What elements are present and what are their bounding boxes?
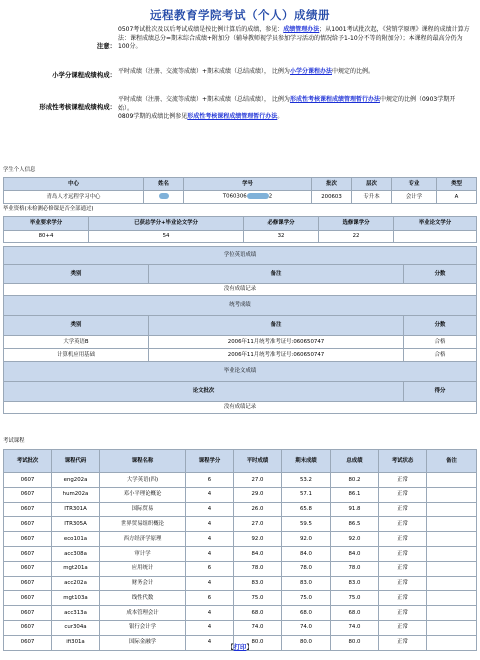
courses-label: 考试课程: [3, 438, 25, 444]
student-header-row: [4, 178, 477, 191]
graduation-row: [4, 231, 477, 243]
course-note: [427, 576, 477, 591]
unified-exam-col-score: 分数: [404, 316, 477, 336]
course-note: [427, 606, 477, 621]
col-total-score: 总成绩: [331, 450, 379, 473]
note-formative-label: 形成性考核课程成绩构成：: [39, 103, 116, 111]
col-elective-credits: 选修课学分: [319, 217, 394, 231]
course-total: 80.0: [331, 635, 379, 650]
course-code: acc308a: [52, 546, 100, 561]
course-final: 53.2: [282, 473, 331, 488]
course-row: [4, 606, 477, 621]
student-major: 会计学: [392, 191, 437, 204]
course-credit: 4: [186, 606, 234, 621]
course-note: [427, 546, 477, 561]
course-final: 80.0: [282, 635, 331, 650]
course-credit: 4: [186, 502, 234, 517]
course-usual: 68.0: [234, 606, 282, 621]
course-note: [427, 591, 477, 606]
course-note: [427, 487, 477, 502]
course-status: 正常: [379, 487, 427, 502]
col-usual-score: 平时成绩: [234, 450, 282, 473]
course-final: 75.0: [282, 591, 331, 606]
course-code: mgt103a: [52, 591, 100, 606]
course-credit: 6: [186, 473, 234, 488]
col-final-score: 期末成绩: [282, 450, 331, 473]
course-code: ITR301A: [52, 502, 100, 517]
course-total: 91.8: [331, 502, 379, 517]
course-code: ifi301a: [52, 635, 100, 650]
exam-records-table: [3, 246, 477, 414]
course-row: [4, 561, 477, 576]
course-batch: 0607: [4, 606, 52, 621]
student-type: A: [437, 191, 477, 204]
course-batch: 0607: [4, 561, 52, 576]
course-note: [427, 620, 477, 635]
course-total: 80.2: [331, 473, 379, 488]
note-small-credit-text: 平时成绩（注册、交流等成绩）+期末成绩（总结成绩）， 比例为小学分课程办法中规定的比例。: [118, 68, 374, 75]
student-name: [144, 191, 184, 204]
course-note: [427, 561, 477, 576]
course-batch: 0607: [4, 473, 52, 488]
degree-english-empty: 没有成绩记录: [4, 284, 477, 296]
course-status: 正常: [379, 561, 427, 576]
course-total: 75.0: [331, 591, 379, 606]
course-total: 83.0: [331, 576, 379, 591]
course-row: [4, 546, 477, 561]
course-code: eco101a: [52, 532, 100, 547]
course-usual: 27.0: [234, 473, 282, 488]
course-batch: 0607: [4, 502, 52, 517]
course-batch: 0607: [4, 546, 52, 561]
course-total: 86.1: [331, 487, 379, 502]
unified-exam-row: [4, 349, 477, 362]
unified-exam-note: 2006年11月统考准考证号:060650747: [149, 349, 404, 362]
degree-english-col-score: 分数: [404, 265, 477, 284]
thesis-title-row: [4, 362, 477, 382]
course-final: 92.0: [282, 532, 331, 547]
redacted-id-mark: [247, 193, 269, 199]
course-status: 正常: [379, 546, 427, 561]
unified-exam-score: 合格: [404, 336, 477, 349]
course-usual: 84.0: [234, 546, 282, 561]
student-row: [4, 191, 477, 204]
course-credit: 4: [186, 620, 234, 635]
course-status: 正常: [379, 532, 427, 547]
note-formative-text: 平时成绩（注册、交流等成绩）+期末成绩（总结成绩）， 比例为形成性考核课程成绩管理暂行办法中规定的比例（0903学期开始）。 0809学期的成绩比例参见形成性考核课程成绩管理暂行办法。: [118, 96, 456, 121]
col-center: 中心: [4, 178, 144, 191]
col-course-name: 课程名称: [100, 450, 186, 473]
print-link[interactable]: 打印: [233, 643, 247, 651]
course-name: 财务会计: [100, 576, 186, 591]
course-usual: 92.0: [234, 532, 282, 547]
col-type: 类型: [437, 178, 477, 191]
thesis-title: 毕业论文成绩: [4, 362, 477, 382]
course-batch: 0607: [4, 635, 52, 650]
col-compulsory-credits: 必修课学分: [244, 217, 319, 231]
course-credit: 4: [186, 487, 234, 502]
courses-table: [3, 449, 477, 651]
courses-header-row: [4, 450, 477, 473]
course-code: eng202a: [52, 473, 100, 488]
course-code: acc313a: [52, 606, 100, 621]
col-remark: 备注: [427, 450, 477, 473]
graduation-table: [3, 216, 477, 243]
earned-credits: 54: [89, 231, 244, 243]
unified-exam-header-row: [4, 316, 477, 336]
course-total: 92.0: [331, 532, 379, 547]
degree-english-title-row: [4, 247, 477, 265]
student-batch: 200603: [312, 191, 352, 204]
course-name: 线性代数: [100, 591, 186, 606]
course-status: 正常: [379, 606, 427, 621]
compulsory-credits: 32: [244, 231, 319, 243]
course-final: 57.1: [282, 487, 331, 502]
col-thesis-credits: 毕业论文学分: [394, 217, 477, 231]
course-name: 成本管理会计: [100, 606, 186, 621]
unified-exam-category: 计算机应用基础: [4, 349, 149, 362]
course-usual: 27.0: [234, 517, 282, 532]
student-level: 专升本: [352, 191, 392, 204]
degree-english-empty-row: [4, 284, 477, 296]
grade-policy-link[interactable]: 成绩管理办法: [283, 26, 320, 33]
course-row: [4, 576, 477, 591]
course-name: 邓小平理论概论: [100, 487, 186, 502]
formative-policy-link-2[interactable]: 形成性考核课程成绩管理暂行办法: [187, 113, 278, 121]
course-batch: 0607: [4, 576, 52, 591]
course-final: 78.0: [282, 561, 331, 576]
course-batch: 0607: [4, 517, 52, 532]
degree-english-col-category: 类别: [4, 265, 149, 284]
course-status: 正常: [379, 635, 427, 650]
course-final: 74.0: [282, 620, 331, 635]
course-row: [4, 517, 477, 532]
degree-english-title: 学位英语成绩: [4, 247, 477, 265]
course-status: 正常: [379, 517, 427, 532]
col-batch: 批次: [312, 178, 352, 191]
course-total: 84.0: [331, 546, 379, 561]
course-credit: 4: [186, 635, 234, 650]
course-final: 65.8: [282, 502, 331, 517]
course-code: ITR305A: [52, 517, 100, 532]
course-code: hum202a: [52, 487, 100, 502]
col-course-credit: 课程学分: [186, 450, 234, 473]
course-credit: 6: [186, 591, 234, 606]
course-name: 审计学: [100, 546, 186, 561]
col-major: 专业: [392, 178, 437, 191]
course-code: cur304a: [52, 620, 100, 635]
course-row: [4, 532, 477, 547]
course-status: 正常: [379, 502, 427, 517]
col-exam-status: 考试状态: [379, 450, 427, 473]
course-credit: 4: [186, 532, 234, 547]
thesis-col-score: 得分: [404, 382, 477, 402]
unified-exam-title: 统考成绩: [4, 296, 477, 316]
student-info-label: 学生个人信息: [3, 167, 36, 173]
course-name: 国际贸易: [100, 502, 186, 517]
col-course-code: 课程代码: [52, 450, 100, 473]
course-final: 59.5: [282, 517, 331, 532]
course-batch: 0607: [4, 620, 52, 635]
thesis-col-batch: 论文批次: [4, 382, 404, 402]
course-usual: 80.0: [234, 635, 282, 650]
course-note: [427, 502, 477, 517]
graduation-label: 毕业资格(未检测必修课是否全部通过): [3, 206, 94, 212]
course-final: 84.0: [282, 546, 331, 561]
course-rows: [4, 473, 477, 651]
unified-exam-category: 大学英语B: [4, 336, 149, 349]
note-small-credit: [0, 68, 480, 86]
course-status: 正常: [379, 620, 427, 635]
unified-exam-col-category: 类别: [4, 316, 149, 336]
course-total: 68.0: [331, 606, 379, 621]
course-note: [427, 517, 477, 532]
course-batch: 0607: [4, 532, 52, 547]
print-control: 【打印】: [227, 643, 253, 651]
course-name: 世界贸易组织概论: [100, 517, 186, 532]
course-name: 应用统计: [100, 561, 186, 576]
redacted-name-mark: [159, 193, 169, 199]
course-row: [4, 502, 477, 517]
unified-exam-row: [4, 336, 477, 349]
degree-english-col-note: 备注: [149, 265, 404, 284]
course-row: [4, 487, 477, 502]
course-credit: 4: [186, 576, 234, 591]
course-credit: 4: [186, 517, 234, 532]
course-batch: 0607: [4, 487, 52, 502]
course-code: mgt201a: [52, 561, 100, 576]
thesis-empty: 没有成绩记录: [4, 402, 477, 414]
course-status: 正常: [379, 473, 427, 488]
course-credit: 4: [186, 546, 234, 561]
course-row: [4, 591, 477, 606]
course-usual: 29.0: [234, 487, 282, 502]
course-name: 大学英语(四): [100, 473, 186, 488]
formative-policy-link[interactable]: 形成性考核课程成绩管理暂行办法: [289, 96, 380, 103]
col-level: 层次: [352, 178, 392, 191]
course-note: [427, 473, 477, 488]
graduation-header-row: [4, 217, 477, 231]
course-total: 86.5: [331, 517, 379, 532]
student-center: 青岛人才远程学习中心: [4, 191, 144, 204]
course-batch: 0607: [4, 591, 52, 606]
note-attention: [0, 26, 480, 66]
course-status: 正常: [379, 591, 427, 606]
degree-english-header-row: [4, 265, 477, 284]
unified-exam-title-row: [4, 296, 477, 316]
col-student-id: 学号: [184, 178, 312, 191]
course-usual: 75.0: [234, 591, 282, 606]
unified-exam-score: 合格: [404, 349, 477, 362]
course-usual: 78.0: [234, 561, 282, 576]
course-final: 68.0: [282, 606, 331, 621]
unified-exam-col-note: 备注: [149, 316, 404, 336]
course-row: [4, 473, 477, 488]
course-status: 正常: [379, 576, 427, 591]
required-credits: 80+4: [4, 231, 89, 243]
col-exam-batch: 考试批次: [4, 450, 52, 473]
thesis-credits: [394, 231, 477, 243]
note-attention-label: 注意：: [96, 42, 116, 50]
thesis-empty-row: [4, 402, 477, 414]
course-usual: 83.0: [234, 576, 282, 591]
course-total: 78.0: [331, 561, 379, 576]
col-name: 姓名: [144, 178, 184, 191]
note-formative: [0, 96, 480, 124]
course-name: 银行会计学: [100, 620, 186, 635]
course-total: 74.0: [331, 620, 379, 635]
course-name: 西方经济学原理: [100, 532, 186, 547]
course-row: [4, 620, 477, 635]
note-attention-text: 0507考试批次及以后考试成绩是按比例计算后的成绩，参见：成绩管理办法；从1001考试批次起，《营销学原理》课程的成绩计算方法：课程成绩总分=期末综合成绩+附加分（辅导教师视学员参加学习活动的情况给予1-10分不等的附加分）；本课程的最高分仍为100分。: [118, 26, 470, 51]
col-earned-credits: 已获总学分+毕业论文学分: [89, 217, 244, 231]
course-usual: 74.0: [234, 620, 282, 635]
course-credit: 6: [186, 561, 234, 576]
student-id: T060306 2: [184, 191, 312, 204]
course-usual: 26.0: [234, 502, 282, 517]
course-code: acc202a: [52, 576, 100, 591]
page-title: 远程教育学院考试（个人）成绩册: [150, 8, 330, 22]
col-required-credits: 毕业要求学分: [4, 217, 89, 231]
thesis-header-row: [4, 382, 477, 402]
small-credit-policy-link[interactable]: 小学分课程办法: [289, 68, 332, 75]
course-final: 83.0: [282, 576, 331, 591]
note-small-credit-label: 小学分课程成绩构成：: [52, 71, 116, 79]
unified-exam-note: 2006年11月统考准考证号:060650747: [149, 336, 404, 349]
course-note: [427, 532, 477, 547]
course-name: 国际金融学: [100, 635, 186, 650]
elective-credits: 22: [319, 231, 394, 243]
student-info-table: [3, 177, 477, 204]
